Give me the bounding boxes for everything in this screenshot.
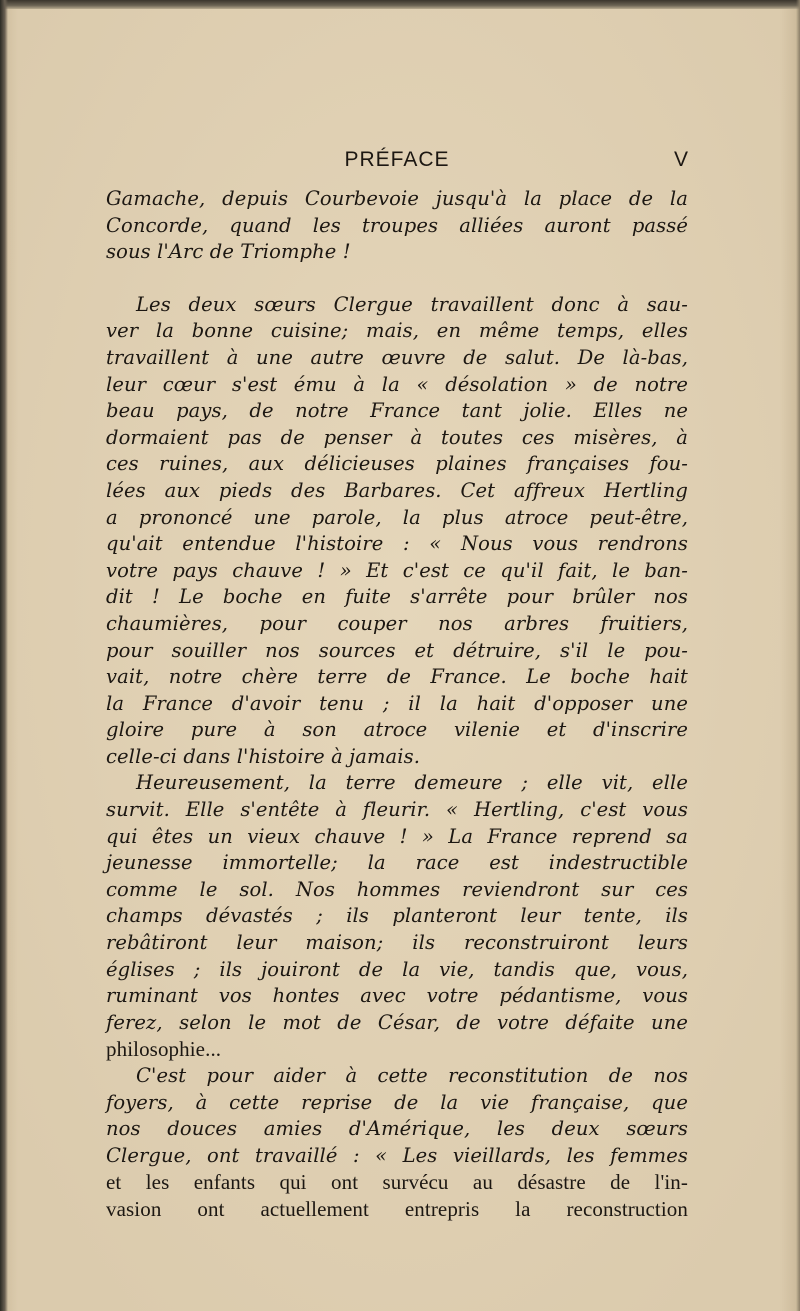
text-line: ruminant vos hontes avec votre pédantisme, vous — [106, 984, 688, 1008]
page-number: V — [673, 148, 688, 171]
text-line: jeunesse immortelle; la race est indestructible — [106, 851, 688, 875]
text-line: C'est pour aider à cette reconstitution de nos — [136, 1064, 688, 1087]
text-line: beau pays, de notre France tant jolie. Elles ne — [106, 399, 688, 423]
text-line: sous l'Arc de Triomphe ! — [106, 240, 351, 264]
text-line: qui êtes un vieux chauve ! » La France reprend sa — [106, 824, 688, 848]
text-line: dit ! Le boche en fuite s'arrête pour brûler nos — [106, 585, 688, 609]
text-line: églises ; ils jouiront de la vie, tandis que, vous, — [106, 957, 688, 981]
running-head — [106, 146, 688, 176]
scan-top-edge — [0, 0, 800, 9]
text-line: celle-ci dans l'histoire à jamais. — [106, 744, 421, 768]
text-line: survit. Elle s'entête à fleurir. « Hertling, c'est vous — [106, 798, 688, 822]
text-line: travaillent à une autre œuvre de salut. De là-bas, — [106, 345, 688, 369]
running-head-title: PRÉFACE — [344, 148, 450, 171]
text-line: gloire pure à son atroce vilenie et d'inscrire — [106, 718, 688, 742]
text-line: rebâtiront leur maison; ils reconstruiront leurs — [106, 931, 688, 955]
text-line: leur cœur s'est ému à la « désolation » de notre — [106, 372, 688, 396]
text-line: vait, notre chère terre de France. Le boche hait — [106, 665, 688, 689]
paragraph-gap — [106, 266, 688, 292]
text-line: Les deux sœurs Clergue travaillent donc à sau- — [136, 292, 688, 316]
text-line: dormaient pas de penser à toutes ces misères, à — [106, 425, 688, 449]
text-line: comme le sol. Nos hommes reviendront sur ces — [106, 877, 688, 901]
text-line: philosophie... — [106, 1037, 222, 1062]
text-line: pour souiller nos sources et détruire, s'il le pou- — [106, 638, 688, 662]
text-line: chaumières, pour couper nos arbres fruitiers, — [106, 611, 688, 635]
scan-right-edge — [796, 0, 800, 1311]
text-line: Heureusement, la terre demeure ; elle vit, elle — [136, 771, 688, 795]
text-line: ver la bonne cuisine; mais, en même temps, elles — [106, 319, 688, 343]
text-line: champs dévastés ; ils planteront leur tente, ils — [106, 904, 688, 928]
text-line: qu'ait entendue l'histoire : « Nous vous rendrons — [106, 532, 688, 556]
text-line: la France d'avoir tenu ; il la hait d'opposer une — [106, 691, 688, 715]
text-line: Concorde, quand les troupes alliées auront passé — [106, 213, 688, 237]
text-line: Gamache, depuis Courbevoie jusqu'à la place de la — [106, 187, 688, 210]
text-line: lées aux pieds des Barbares. Cet affreux Hertling — [106, 478, 688, 502]
text-line: foyers, à cette reprise de la vie française, que — [106, 1090, 688, 1114]
scan-left-edge — [0, 0, 8, 1311]
text-line: vasion ont actuellement entrepris la reconstruction — [106, 1196, 688, 1221]
text-line: ces ruines, aux délicieuses plaines françaises fou- — [106, 452, 688, 476]
body-text — [106, 186, 688, 1223]
text-line: ferez, selon le mot de César, de votre défaite une — [106, 1010, 688, 1034]
text-line: nos douces amies d'Amérique, les deux sœurs — [106, 1117, 688, 1141]
text-line: Clergue, ont travaillé : « Les vieillards, les femmes — [106, 1143, 688, 1167]
text-line: a prononcé une parole, la plus atroce peut-être, — [106, 505, 688, 529]
text-line: votre pays chauve ! » Et c'est ce qu'il fait, le ban- — [106, 558, 688, 582]
text-line: et les enfants qui ont survécu au désastre de l'in- — [106, 1170, 688, 1195]
